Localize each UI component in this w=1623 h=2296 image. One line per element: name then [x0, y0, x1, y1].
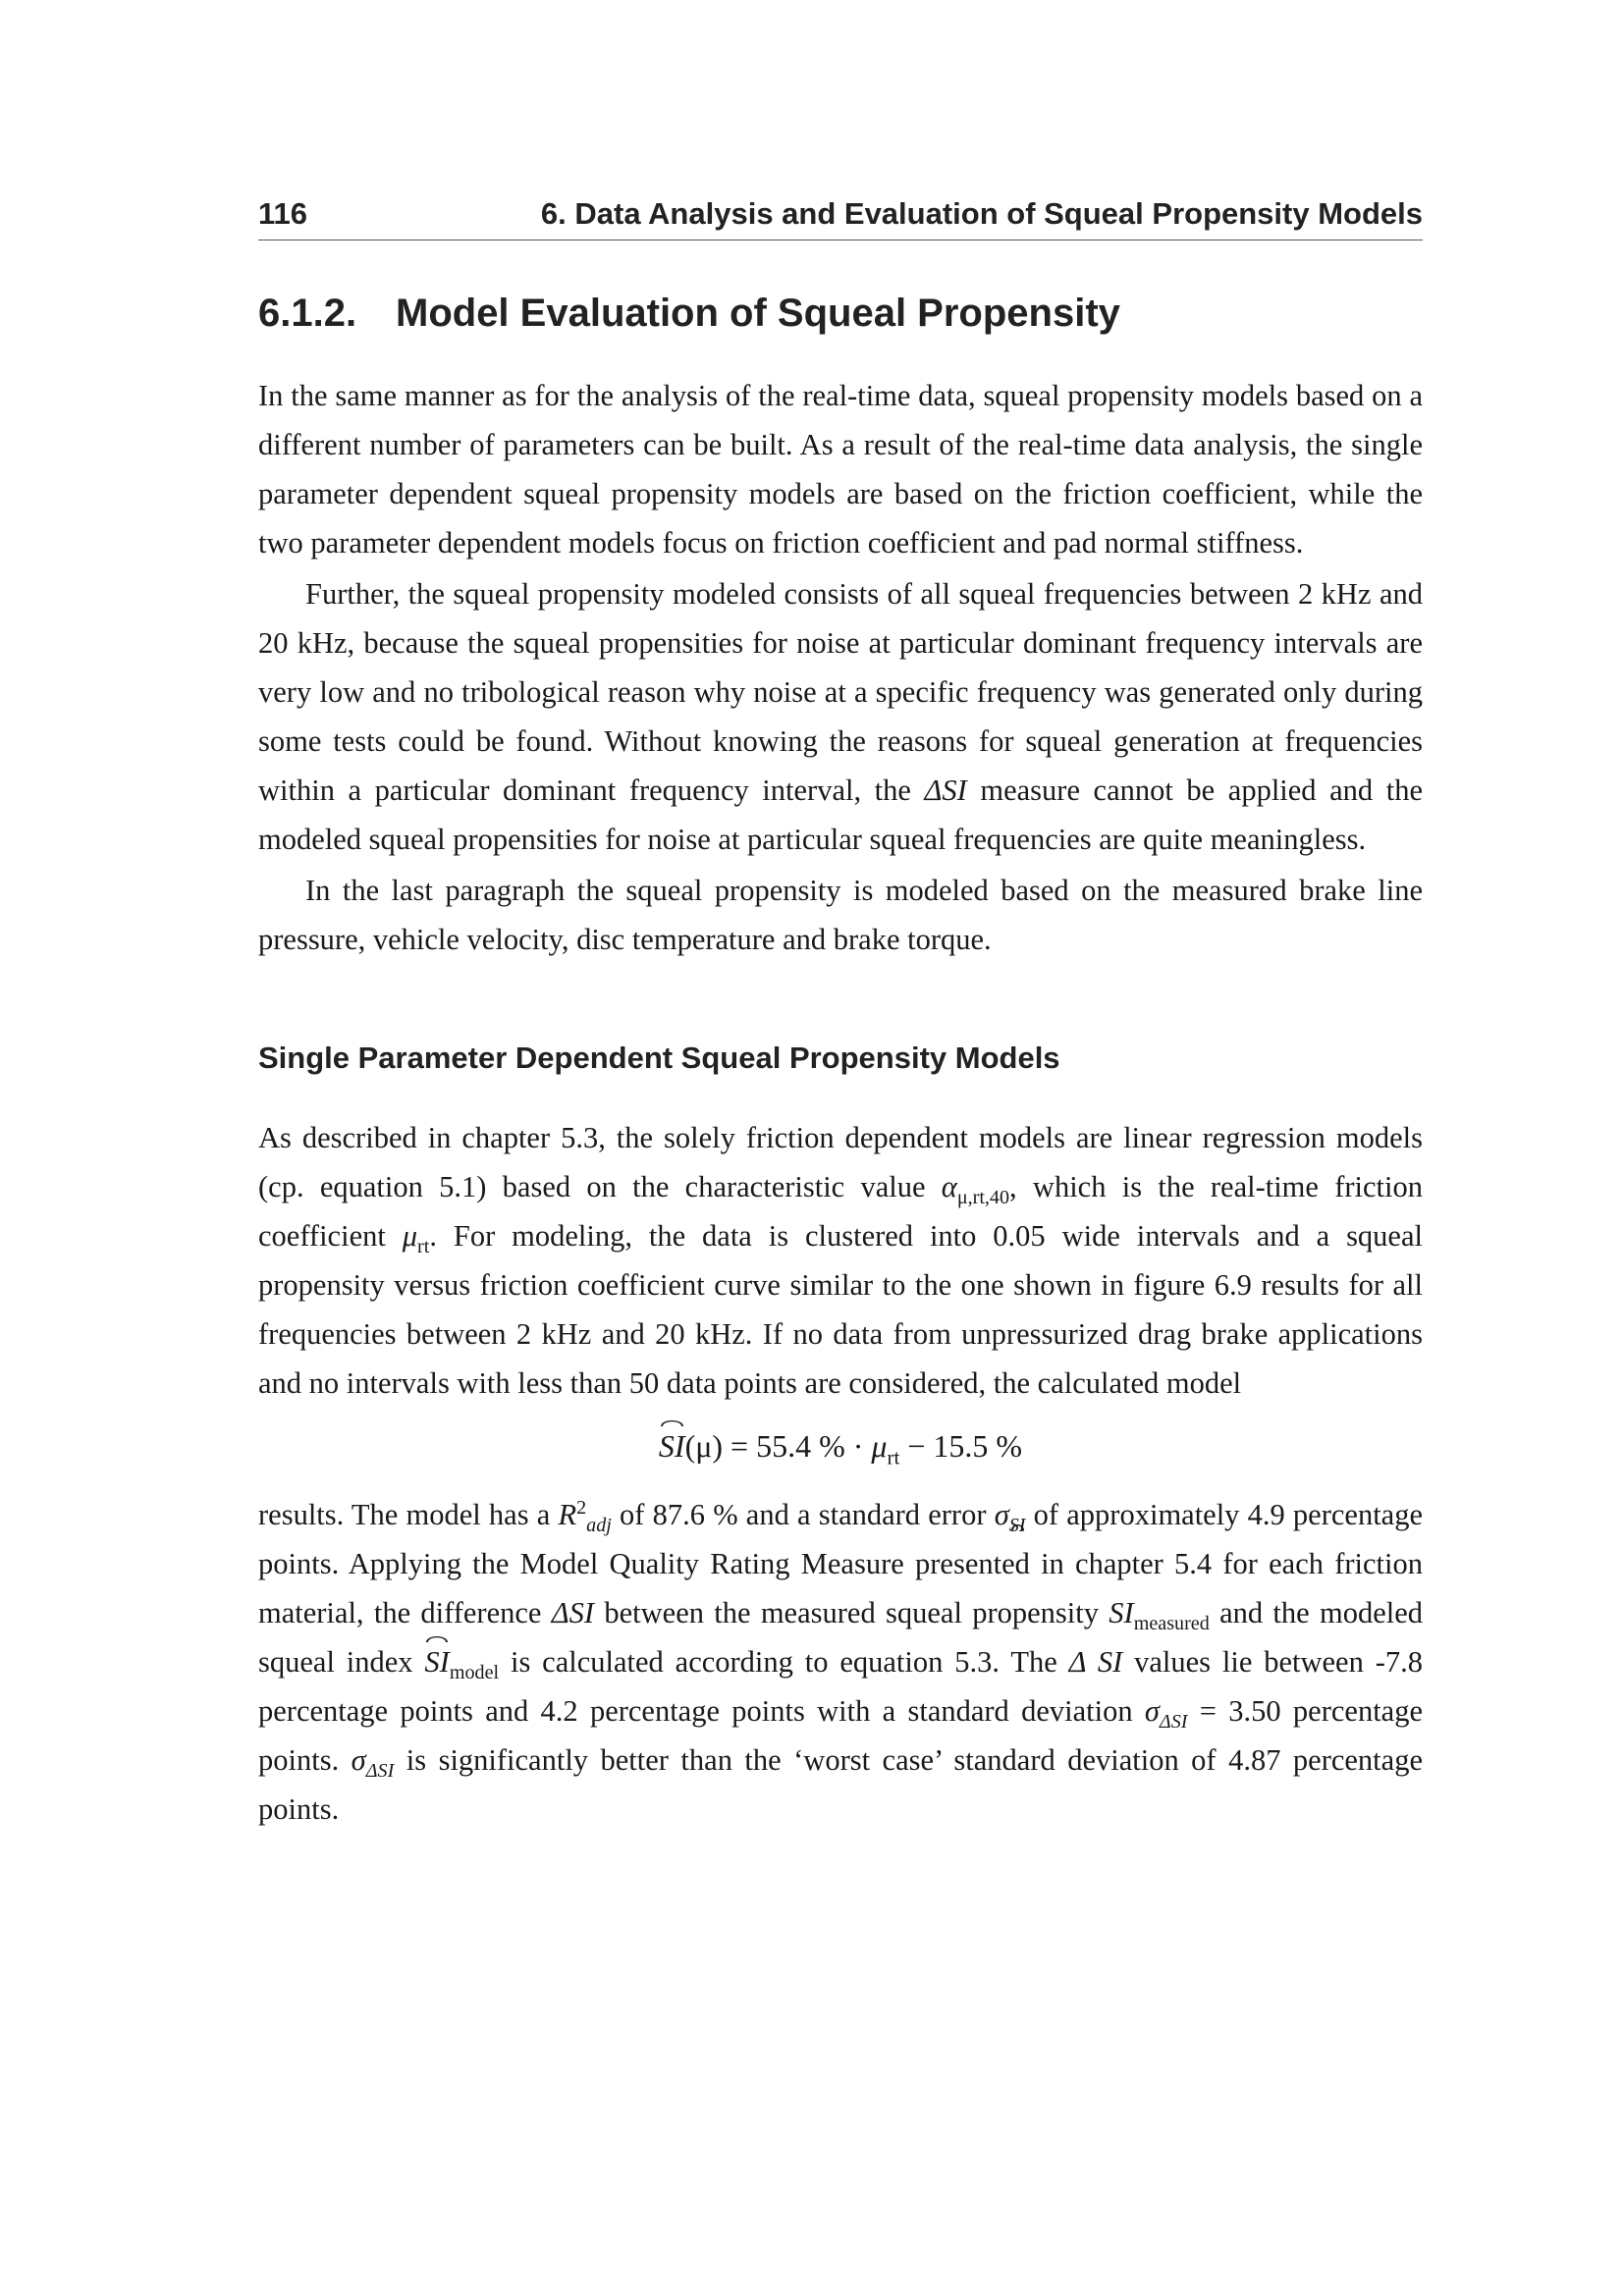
running-header — [258, 196, 1423, 240]
delta-si-symbol: ΔSI — [924, 774, 967, 807]
page-number: 116 — [258, 196, 308, 231]
page — [258, 196, 1423, 1834]
si-hat-symbol: SI — [659, 1421, 685, 1470]
section-heading — [258, 292, 1423, 336]
section-number: 6.1.2. — [258, 292, 357, 335]
chapter-title: 6. Data Analysis and Evaluation of Squeal Propensity Models — [540, 196, 1423, 231]
paragraph-2: Further, the squeal propensity modeled consists of all squeal frequencies between 2 kHz and 20 kHz, because the squeal propensities for noise at particular dominant frequency intervals are very low and no tribological reason why noise at a specific frequency was generated only during some tests could be found. Without knowing the reasons for squeal generation at frequencies within a particular dominant frequency interval, the ΔSI measure cannot be applied and the modeled squeal propensities for noise at particular squeal frequencies are quite meaningless. — [258, 577, 1423, 856]
paragraph-4: As described in chapter 5.3, the solely friction dependent models are linear regression models (cp. equation 5.1) based on the characteristic value $\alpha_{\mu,rt,40}$, which is the real-time friction coefficient $\mu_{rt}$. For modeling, the data is clustered into 0.05 wide intervals and a squeal propensity versus friction coefficient curve similar to the one shown in figure 6.9 results for all frequencies between 2 kHz and 20 kHz. If no data from unpressurized drag brake applications and no intervals with less than 50 data points are considered, the calculated model — [258, 1121, 1423, 1400]
paragraph-3: In the last paragraph the squeal propensity is modeled based on the measured brake line pressure, vehicle velocity, disc temperature and brake torque. — [258, 874, 1423, 956]
paragraph-1: In the same manner as for the analysis of the real-time data, squeal propensity models based on a different number of parameters can be built. As a result of the real-time data analysis, the single parameter dependent squeal propensity models are based on the friction coefficient, while the two parameter dependent models focus on friction coefficient and pad normal stiffness. — [258, 379, 1423, 560]
paragraph-5: results. The model has a $R^2_{adj}$ of 87.6 % and a standard error $\sigma_{SI}$ of approximately 4.9 percentage points. Applying the Model Quality Rating Measure presented in chapter 5.4 for each friction material, the difference ΔSI between the measured squeal propensity $SI_{measured}$ and the modeled squeal index $SI_{model}$ is calculated according to equation 5.3. The Δ SI values lie between -7.8 percentage points and 4.2 percentage points with a standard deviation $\sigma_{\Delta SI} = 3.50$ percentage points. $\sigma_{\Delta SI}$ is significantly better than the ‘worst case’ standard deviation of 4.87 percentage points. — [258, 1496, 1424, 1826]
section-title: Model Evaluation of Squeal Propensity — [396, 292, 1120, 335]
model-equation: SI(μ) = 55.4 % · $\mu_{rt} - 15.5$ % — [258, 1421, 1423, 1470]
subsection-heading: Single Parameter Dependent Squeal Propensity Models — [258, 1041, 1060, 1075]
